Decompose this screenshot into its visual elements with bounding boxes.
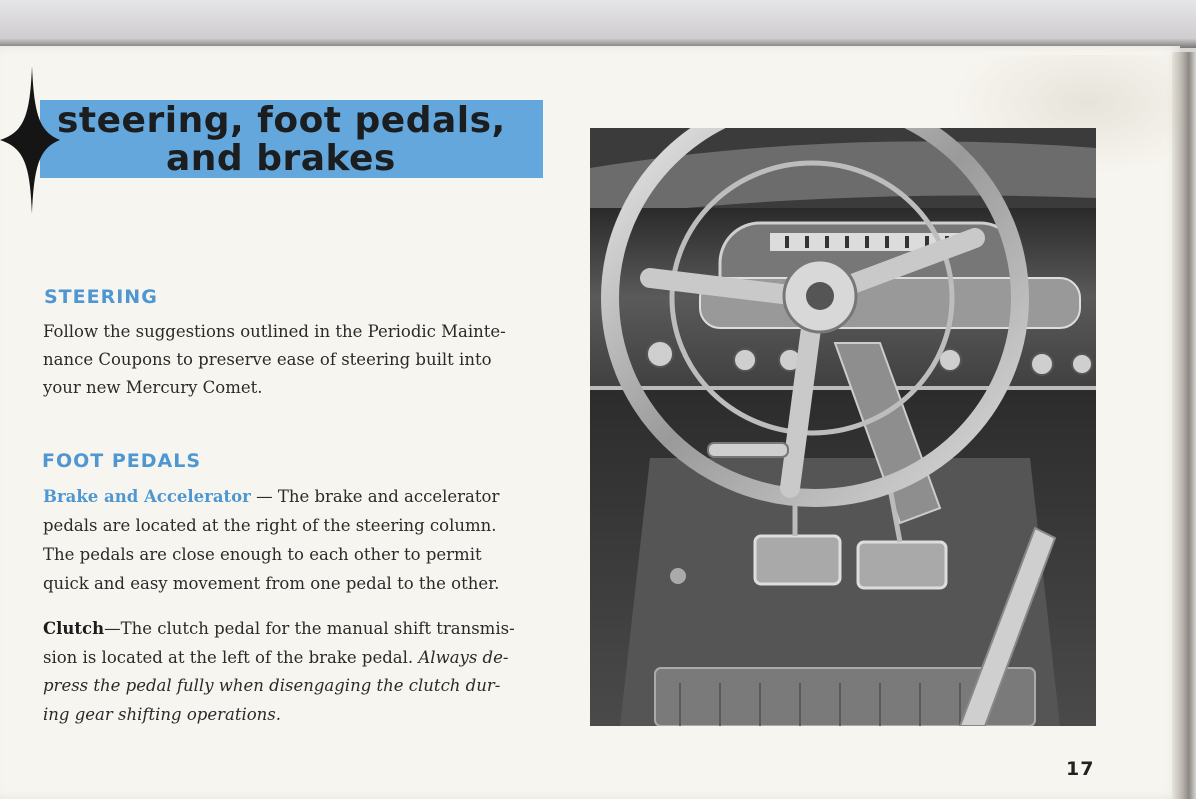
italic-run: Always de- [418,647,509,667]
italic-run: ing gear shifting operations. [43,704,281,724]
text-line: pedals are located at the right of the steering column. [43,516,497,535]
brake-accelerator-paragraph [43,482,543,598]
steering-heading: STEERING [44,286,158,308]
page-title-line-2: and brakes [166,138,396,179]
text-run: —The clutch pedal for the manual shift transmis- [104,619,515,638]
clutch-lead: Clutch [43,619,105,638]
text-line: your new Mercury Comet. [43,378,263,397]
text-line [43,644,543,673]
text-line: The pedals are close enough to each other to permit [43,545,482,564]
text-line: Follow the suggestions outlined in the Periodic Mainte- [43,322,506,341]
text-line: quick and easy movement from one pedal to the other. [43,574,500,593]
steering-wheel-pedals-illustration [590,128,1096,726]
foot-pedals-heading: FOOT PEDALS [42,450,202,472]
text-line [43,482,543,511]
page-number: 17 [1066,758,1095,780]
text-line [43,615,543,644]
text-run: — The brake and accelerator [250,487,500,506]
clutch-paragraph [43,615,543,729]
text-line [43,672,543,701]
brake-accelerator-lead: Brake and Accelerator [43,487,251,506]
page-title-line-1: steering, foot pedals, [57,100,506,141]
text-line: nance Coupons to preserve ease of steering built into [43,350,492,369]
star-ornament-icon [0,66,60,214]
text-line [43,701,543,730]
italic-run: press the pedal fully when disengaging the clutch dur- [43,676,501,695]
steering-paragraph [43,318,543,402]
dashboard-photo [590,128,1096,726]
text-run: sion is located at the left of the brake pedal. [43,647,419,667]
page-top-shadow [0,0,1196,48]
